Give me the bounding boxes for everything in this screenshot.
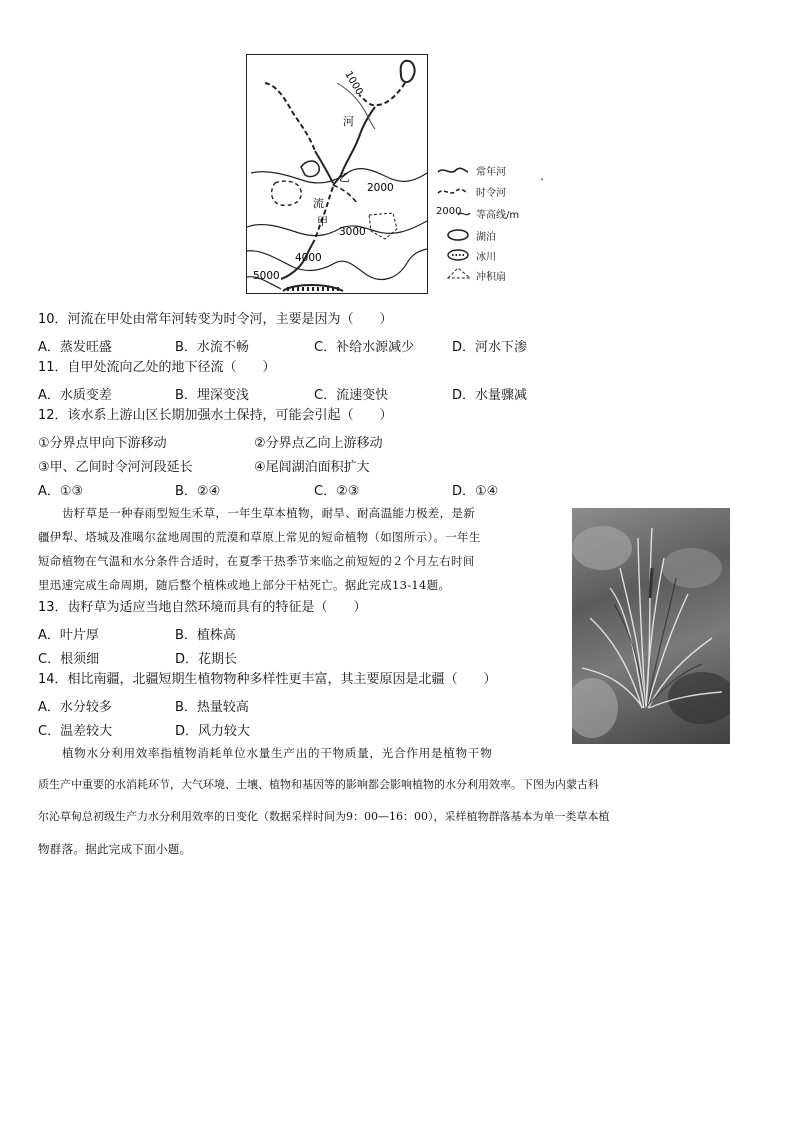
legend-contour: 等高线/m [476,210,520,221]
legend-contour-number: 2000 [436,206,462,217]
q14-option-a[interactable]: A．水分较多 [38,700,112,715]
q11-option-b[interactable]: B．埋深变浅 [175,388,249,403]
q12-statement-1: ①分界点甲向下游移动 [38,436,167,451]
q11-option-d[interactable]: D．水量骤减 [452,388,528,403]
legend-perennial-river: 常年河 [476,167,506,178]
q12-stem: 12．该水系上游山区长期加强水土保持，可能会引起（ ） [38,408,393,423]
contour-label-2000: 2000 [367,182,394,194]
q12-option-c[interactable]: C．②③ [314,484,360,499]
river-map-figure [246,54,428,294]
legend-alluvial-fan: 冲积扇 [476,272,506,283]
legend-lake: 湖泊 [476,232,496,243]
grass-photo [572,508,730,744]
q11-option-c[interactable]: C．流速变快 [314,388,389,403]
passage2-line3: 尔沁草甸总初级生产力水分利用效率的日变化（数据采样时间为9：00—16：00），采样植物群落基本为单一类草本植 [38,810,610,823]
q11-option-a[interactable]: A．水质变差 [38,388,112,403]
passage2-line1: 植物水分利用效率指植物消耗单位水量生产出的干物质量，光合作用是植物干物 [62,746,493,760]
map-label-jia: 甲 [317,215,328,228]
q12-statement-3: ③甲、乙间时令河河段延长 [38,460,193,475]
q14-option-b[interactable]: B．热量较高 [175,700,249,715]
legend-glacier: 冰川 [476,252,496,263]
passage1-line4: 里迅速完成生命周期，随后整个植株或地上部分干枯死亡。据此完成13-14题。 [38,578,451,592]
passage2-line2: 质生产中重要的水消耗环节，大气环境、土壤、植物和基因等的影响都会影响植物的水分利用效率。下图为内蒙古科 [38,778,599,791]
contour-label-5000: 5000 [253,270,280,282]
map-legend [436,160,566,286]
passage1-line1: 齿籽草是一种春雨型短生禾草，一年生草本植物，耐旱、耐高温能力极差，是新 [62,506,475,520]
q12-statement-4: ④尾闾湖泊面积扩大 [254,460,370,475]
q10-option-d[interactable]: D．河水下渗 [452,340,528,355]
q12-option-b[interactable]: B．②④ [175,484,221,499]
map-label-he: 河 [343,115,354,128]
q10-option-a[interactable]: A．蒸发旺盛 [38,340,112,355]
q12-option-d[interactable]: D．①④ [452,484,499,499]
q10-option-b[interactable]: B．水流不畅 [175,340,249,355]
q12-option-a[interactable]: A．①③ [38,484,84,499]
q10-stem: 10．河流在甲处由常年河转变为时令河，主要是因为（ ） [38,312,393,327]
contour-label-1000: 1000 [342,69,365,98]
q13-option-d[interactable]: D．花期长 [175,652,238,667]
contour-label-4000: 4000 [295,252,322,264]
map-label-liu: 流 [313,197,324,210]
map-label-yi: 乙 [339,171,350,184]
river-map-drawing [247,55,428,294]
q13-option-a[interactable]: A．叶片厚 [38,628,99,643]
passage1-line2: 疆伊犁、塔城及准噶尔盆地周围的荒漠和草原上常见的短命植物（如图所示）。一年生 [38,530,481,544]
q13-option-b[interactable]: B．植株高 [175,628,236,643]
q13-option-c[interactable]: C．根须细 [38,652,100,667]
legend-stray-mark: 、 [540,172,550,183]
q12-statement-2: ②分界点乙向上游移动 [254,436,383,451]
contour-label-3000: 3000 [339,226,366,238]
q10-option-c[interactable]: C．补给水源减少 [314,340,415,355]
q14-option-c[interactable]: C．温差较大 [38,724,113,739]
legend-seasonal-river: 时令河 [476,188,506,199]
q11-stem: 11．自甲处流向乙处的地下径流（ ） [38,360,276,375]
q14-stem: 14．相比南疆，北疆短期生植物物种多样性更丰富，其主要原因是北疆（ ） [38,672,497,687]
passage1-line3: 短命植物在气温和水分条件合适时，在夏季干热季节来临之前短短的２个月左右时间 [38,554,475,568]
q14-option-d[interactable]: D．风力较大 [175,724,251,739]
grass-plant-drawing [572,508,730,744]
passage2-line4: 物群落。据此完成下面小题。 [38,842,192,856]
q13-stem: 13．齿籽草为适应当地自然环境而具有的特征是（ ） [38,600,367,615]
